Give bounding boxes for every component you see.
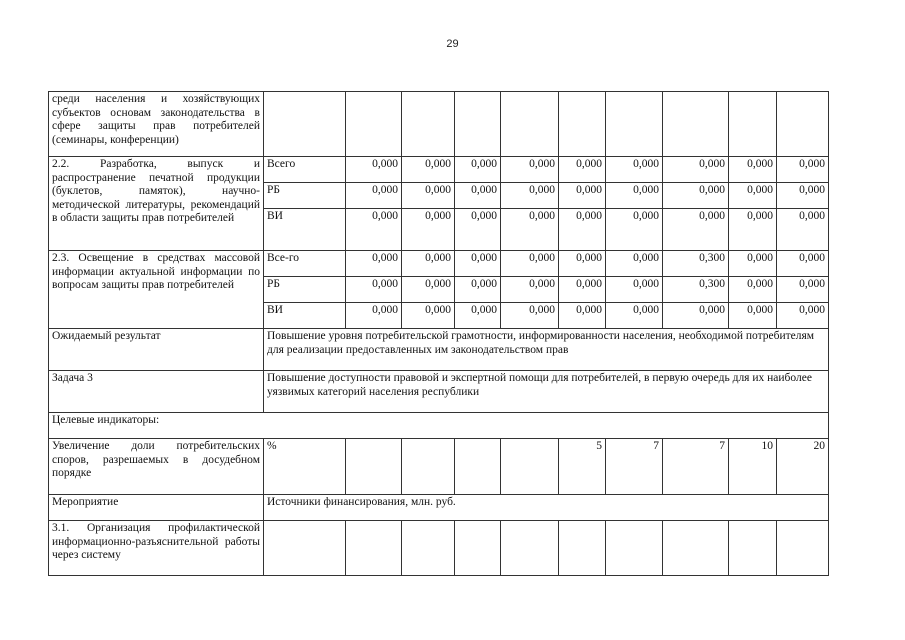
value-cell: 0,000 <box>663 209 729 251</box>
value-cell: 0,300 <box>663 251 729 277</box>
value-cell: 0,000 <box>606 303 663 329</box>
value-cell: 0,000 <box>402 303 455 329</box>
value-cell: 0,000 <box>777 303 829 329</box>
table-row <box>49 157 829 183</box>
measure-text: Источники финансирования, млн. руб. <box>264 495 829 521</box>
funding-source: РБ <box>264 183 346 209</box>
value-cell: 0,000 <box>559 157 606 183</box>
value-cell: 0,000 <box>729 277 777 303</box>
funding-source: РБ <box>264 277 346 303</box>
value-cell: 0,000 <box>777 209 829 251</box>
indicator-description: Увеличение доли потребительских споров, разрешаемых в досудебном порядке <box>49 439 264 495</box>
table-row <box>49 495 829 521</box>
value-cell: 0,000 <box>729 183 777 209</box>
expected-result-label: Ожидаемый результат <box>49 329 264 371</box>
value-cell: 0,000 <box>501 277 559 303</box>
value-cell: 0,000 <box>559 251 606 277</box>
value-cell: 0,000 <box>455 183 501 209</box>
value-cell: 0,000 <box>729 303 777 329</box>
funding-source: ВИ <box>264 209 346 251</box>
value-cell: 0,000 <box>559 303 606 329</box>
value-cell: 0,000 <box>729 157 777 183</box>
table-row <box>49 521 829 576</box>
value-cell: 0,000 <box>346 277 402 303</box>
table-row <box>49 371 829 413</box>
measure-label: Мероприятие <box>49 495 264 521</box>
value-cell: 0,000 <box>777 157 829 183</box>
value-cell: 0,300 <box>663 277 729 303</box>
table-row <box>49 251 829 277</box>
value-cell: 0,000 <box>455 157 501 183</box>
value-cell: 0,000 <box>501 183 559 209</box>
value-cell: 0,000 <box>455 209 501 251</box>
value-cell: 0,000 <box>402 183 455 209</box>
value-cell: 0,000 <box>777 183 829 209</box>
value-cell <box>402 439 455 495</box>
value-cell: 0,000 <box>455 303 501 329</box>
value-cell: 0,000 <box>455 251 501 277</box>
task-label: Задача 3 <box>49 371 264 413</box>
value-cell: 0,000 <box>663 157 729 183</box>
value-cell: 7 <box>663 439 729 495</box>
value-cell: 0,000 <box>606 209 663 251</box>
value-cell: 0,000 <box>777 277 829 303</box>
value-cell: 0,000 <box>402 157 455 183</box>
activity-description: 2.2. Разработка, выпуск и распространение печатной продукции (буклетов, памяток), научно-методической литературы, рекомендаций в области защиты прав потребителей <box>49 157 264 251</box>
value-cell: 0,000 <box>501 157 559 183</box>
value-cell: 0,000 <box>606 251 663 277</box>
value-cell: 0,000 <box>402 277 455 303</box>
indicator-unit: % <box>264 439 346 495</box>
value-cell: 0,000 <box>606 183 663 209</box>
table-row <box>49 439 829 495</box>
value-cell <box>501 439 559 495</box>
activity-description: 2.3. Освещение в средствах массовой информации актуальной информации по вопросам защиты прав потребителей <box>49 251 264 329</box>
value-cell: 0,000 <box>501 209 559 251</box>
value-cell: 0,000 <box>606 277 663 303</box>
value-cell: 0,000 <box>729 209 777 251</box>
value-cell: 0,000 <box>346 183 402 209</box>
activity-description: 3.1. Организация профилактической информационно-разъяснительной работы через систему <box>49 521 264 576</box>
value-cell: 0,000 <box>402 251 455 277</box>
value-cell: 0,000 <box>729 251 777 277</box>
value-cell: 0,000 <box>501 303 559 329</box>
funding-source: ВИ <box>264 303 346 329</box>
value-cell <box>346 439 402 495</box>
value-cell: 7 <box>606 439 663 495</box>
page-number: 29 <box>446 38 459 50</box>
table-row <box>49 413 829 439</box>
activity-description: среди населения и хозяйствующих субъектов основам законодательства в сфере защиты прав потребителей (семинары, конференции) <box>49 92 264 157</box>
value-cell: 0,000 <box>501 251 559 277</box>
program-table <box>48 91 829 576</box>
value-cell: 20 <box>777 439 829 495</box>
value-cell: 5 <box>559 439 606 495</box>
table-row <box>49 92 829 157</box>
funding-source: Все-го <box>264 251 346 277</box>
value-cell: 0,000 <box>346 251 402 277</box>
value-cell: 0,000 <box>559 209 606 251</box>
value-cell: 0,000 <box>559 277 606 303</box>
value-cell: 0,000 <box>559 183 606 209</box>
value-cell: 0,000 <box>346 303 402 329</box>
value-cell: 0,000 <box>346 209 402 251</box>
funding-source: Всего <box>264 157 346 183</box>
task-text: Повышение доступности правовой и экспертной помощи для потребителей, в первую очередь для их наиболее уязвимых категорий населения республики <box>264 371 829 413</box>
value-cell: 0,000 <box>402 209 455 251</box>
value-cell: 0,000 <box>663 303 729 329</box>
value-cell: 10 <box>729 439 777 495</box>
table-row <box>49 329 829 371</box>
indicators-heading: Целевые индикаторы: <box>49 413 829 439</box>
value-cell <box>455 439 501 495</box>
value-cell: 0,000 <box>777 251 829 277</box>
expected-result-text: Повышение уровня потребительской грамотности, информированности населения, необходимой потребителям для реализации предоставленных им законодательством прав <box>264 329 829 371</box>
value-cell: 0,000 <box>606 157 663 183</box>
value-cell: 0,000 <box>455 277 501 303</box>
value-cell: 0,000 <box>663 183 729 209</box>
value-cell: 0,000 <box>346 157 402 183</box>
